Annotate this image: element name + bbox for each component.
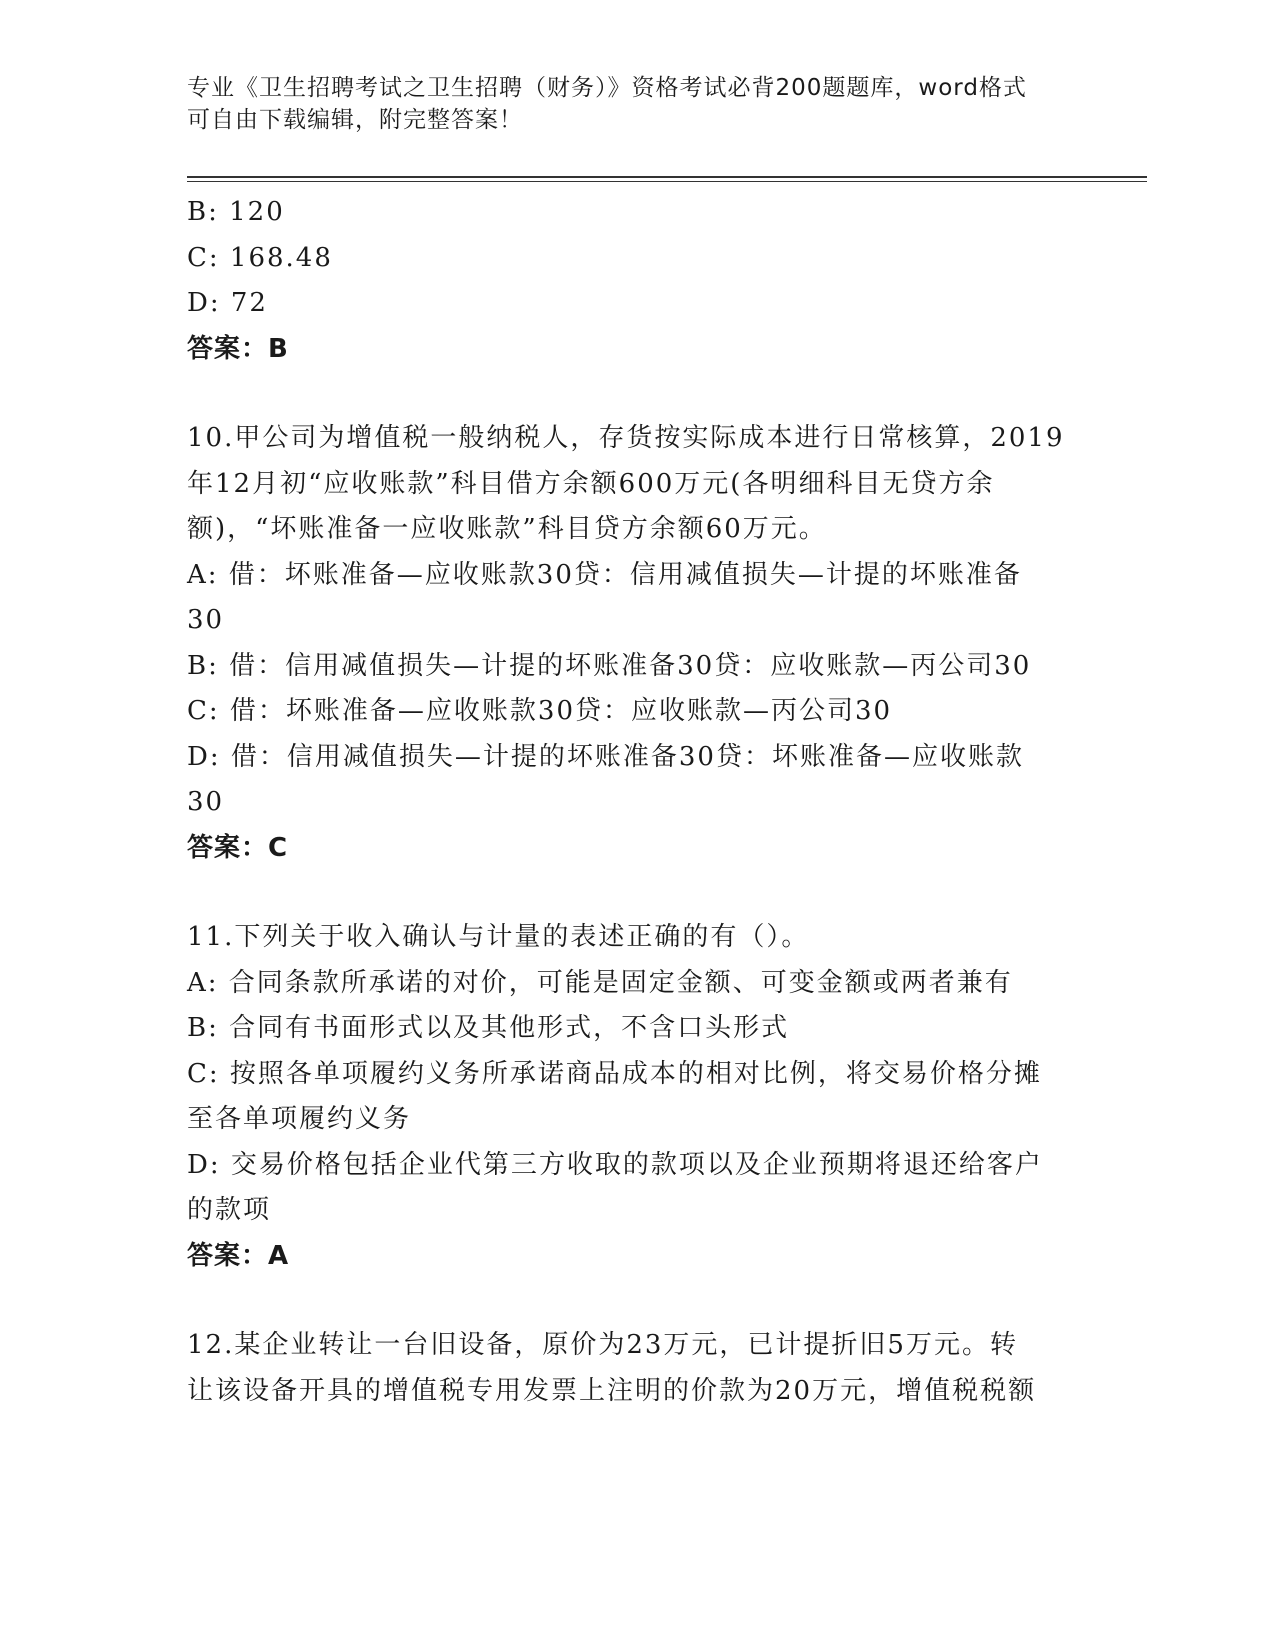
option-c: C: 按照各单项履约义务所承诺商品成本的相对比例，将交易价格分摊 xyxy=(187,1058,1042,1089)
header-divider-thick xyxy=(187,176,1147,178)
option-a: A: 合同条款所承诺的对价，可能是固定金额、可变金额或两者兼有 xyxy=(187,967,1013,998)
option-b: B: 借：信用减值损失—计提的坏账准备30贷：应收账款—丙公司30 xyxy=(187,650,1032,681)
question-stem: 12.某企业转让一台旧设备，原价为23万元，已计提折旧5万元。转 xyxy=(187,1330,1018,1360)
option-a: A: 借：坏账准备—应收账款30贷：信用减值损失—计提的坏账准备 xyxy=(187,559,1022,590)
question-9 xyxy=(187,190,1067,372)
option-d: D: 借：信用减值损失—计提的坏账准备30贷：坏账准备—应收账款 xyxy=(187,741,1024,772)
question-12 xyxy=(187,1323,1067,1414)
option-d: D: 交易价格包括企业代第三方收取的款项以及企业预期将退还给客户 xyxy=(187,1149,1043,1180)
question-stem: 额)，“坏账准备一应收账款”科目贷方余额60万元。 xyxy=(187,514,827,544)
option-b: B: 120 xyxy=(187,197,285,227)
answer: 答案：A xyxy=(187,1240,290,1271)
header-line-1: 专业《卫生招聘考试之卫生招聘（财务）》资格考试必背200题题库，word格式 xyxy=(187,75,1027,101)
question-stem: 11.下列关于收入确认与计量的表述正确的有（）。 xyxy=(187,922,810,952)
option-b: B: 合同有书面形式以及其他形式，不含口头形式 xyxy=(187,1013,790,1043)
option-c: C: 借：坏账准备—应收账款30贷：应收账款—丙公司30 xyxy=(187,696,893,726)
option-d: D: 72 xyxy=(187,288,268,318)
header-line-2: 可自由下载编辑，附完整答案！ xyxy=(187,107,523,133)
option-d-cont: 30 xyxy=(187,787,225,817)
document-body xyxy=(187,190,1067,1414)
option-c: C: 168.48 xyxy=(187,242,333,273)
question-stem: 10.甲公司为增值税一般纳税人，存货按实际成本进行日常核算，2019 xyxy=(187,423,1065,453)
question-10 xyxy=(187,416,1067,871)
document-header xyxy=(187,72,1067,136)
header-divider-thin xyxy=(187,181,1147,182)
question-stem: 让该设备开具的增值税专用发票上注明的价款为20万元，增值税税额 xyxy=(187,1375,1037,1406)
question-stem: 年12月初“应收账款”科目借方余额600万元(各明细科目无贷方余 xyxy=(187,468,995,499)
option-c-cont: 至各单项履约义务 xyxy=(187,1104,412,1134)
option-d-cont: 的款项 xyxy=(187,1195,272,1225)
answer: 答案：B xyxy=(187,333,289,364)
answer: 答案：C xyxy=(187,832,289,863)
question-11 xyxy=(187,915,1067,1279)
option-a-cont: 30 xyxy=(187,605,225,635)
